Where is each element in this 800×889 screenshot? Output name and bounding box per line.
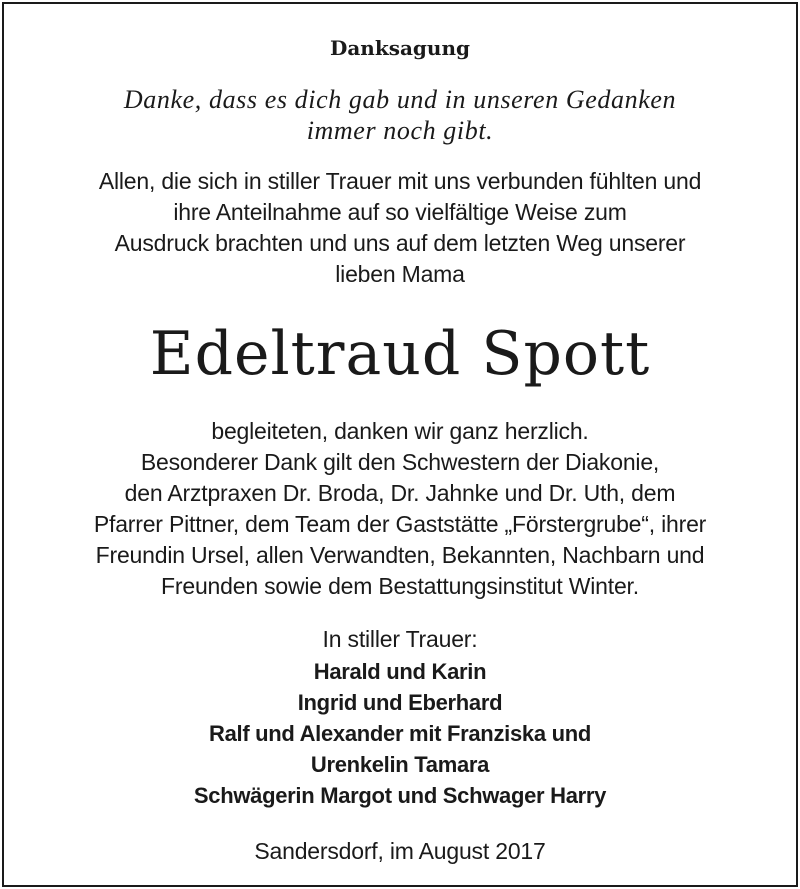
thanks-line: Besonderer Dank gilt den Schwestern der Diakonie,	[140, 449, 660, 475]
quote-line: Danke, dass es dich gab und in unseren Gedanken	[123, 85, 677, 114]
thanks-line: Pfarrer Pittner, dem Team der Gaststätte „Förstergrube“, ihrer	[93, 511, 707, 537]
quote-line: immer noch gibt.	[306, 116, 494, 145]
thanks-line: den Arztpraxen Dr. Broda, Dr. Jahnke und Dr. Uth, dem	[124, 480, 676, 506]
intro-paragraph	[4, 166, 796, 290]
intro-line: Allen, die sich in stiller Trauer mit uns verbunden fühlten und	[98, 168, 702, 194]
intro-line: Ausdruck brachten und uns auf dem letzten Weg unserer	[114, 230, 686, 256]
mourner-line: Urenkelin Tamara	[310, 752, 490, 777]
intro-line: ihre Anteilnahme auf so vielfältige Weise zum	[173, 199, 627, 225]
mourner-line: Harald und Karin	[313, 659, 487, 684]
memorial-quote	[4, 84, 796, 146]
mourner-line: Schwägerin Margot und Schwager Harry	[193, 783, 607, 808]
thanks-paragraph	[4, 416, 796, 602]
place-date: Sandersdorf, im August 2017	[254, 838, 546, 864]
thanks-line: Freunden sowie dem Bestattungsinstitut Winter.	[161, 573, 639, 599]
mourning-label: In stiller Trauer:	[322, 626, 478, 652]
mourner-line: Ingrid und Eberhard	[297, 690, 503, 715]
notice-title: Danksagung	[330, 36, 470, 60]
mourners-list	[4, 656, 796, 811]
thanks-line: Freundin Ursel, allen Verwandten, Bekannten, Nachbarn und	[95, 542, 705, 568]
obituary-notice	[2, 2, 798, 887]
mourner-line: Ralf und Alexander mit Franziska und	[208, 721, 591, 746]
deceased-name: Edeltraud Spott	[149, 319, 651, 389]
thanks-line: begleiteten, danken wir ganz herzlich.	[211, 418, 589, 444]
intro-line: lieben Mama	[335, 261, 465, 287]
